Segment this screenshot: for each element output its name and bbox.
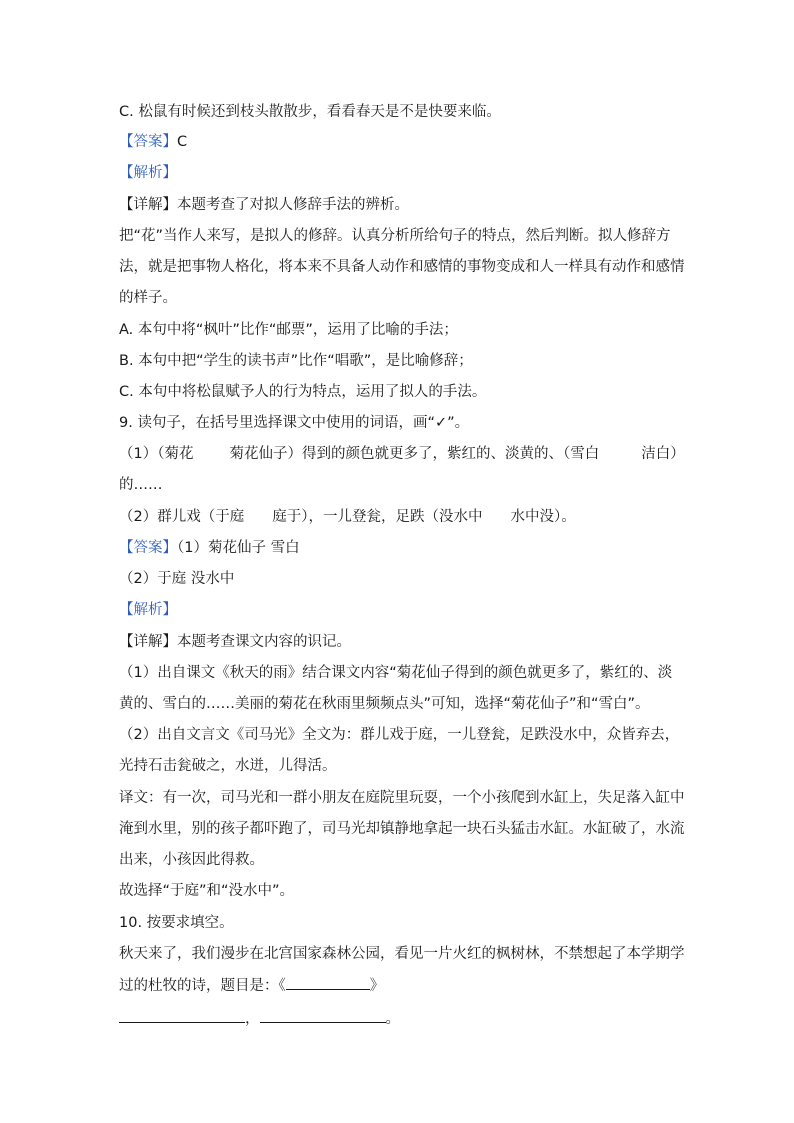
q9-1-text-a: （1）（菊花	[119, 446, 194, 462]
title-close-bracket: 》	[369, 978, 385, 994]
paragraph-line: 把“花”当作人来写，是拟人的修辞。认真分析所给句子的特点，然后判断。拟人修辞方	[119, 228, 671, 244]
detail-line-2: 【详解】本题考查课文内容的识记。	[119, 634, 351, 650]
analysis-tag-1: 【解析】	[119, 165, 177, 181]
poem-period: 。	[385, 1011, 400, 1027]
poem-blank-1[interactable]	[119, 1008, 245, 1023]
translation-line: 出来，小孩因此得救。	[119, 852, 264, 868]
answer-line-2-cont: （2）于庭 没水中	[119, 571, 235, 587]
option-c-explanation: C. 本句中将松鼠赋予人的行为特点，运用了拟人的手法。	[119, 384, 487, 400]
translation-line: 译文：有一次，司马光和一群小朋友在庭院里玩耍，一个小孩爬到水缸上，失足落入缸中	[119, 790, 685, 806]
question-9-part-1-cont: 的……	[119, 477, 163, 493]
answer-tag: 【答案】	[119, 540, 177, 556]
q9-2-text-a: （2）群儿戏（于庭	[119, 509, 245, 525]
answer-tag: 【答案】	[119, 134, 177, 150]
explanation-line: 光持石击瓮破之，水迸，儿得活。	[119, 758, 337, 774]
title-prompt: 过的杜牧的诗，题目是：《	[119, 978, 286, 994]
poem-comma: ，	[245, 1011, 260, 1027]
q9-2-text-b: 庭于），一儿登瓮，足跌（没水中	[272, 509, 483, 525]
option-c-line: C. 松鼠有时候还到枝头散散步，看看春天是不是快要来临。	[119, 104, 501, 120]
answer-line-2	[119, 538, 679, 558]
paragraph-line: 的样子。	[119, 290, 177, 306]
title-blank[interactable]	[286, 975, 370, 990]
q9-2-text-c: 水中没）。	[510, 509, 576, 525]
option-b-explanation: B. 本句中把“学生的读书声”比作“唱歌”，是比喻修辞；	[119, 353, 473, 369]
paragraph-line: 法，就是把事物人格化，将本来不具备人动作和感情的事物变成和人一样具有动作和感情	[119, 259, 685, 275]
question-10-text: 秋天来了，我们漫步在北宫国家森林公园，看见一片火红的枫树林，不禁想起了本学期学	[119, 946, 685, 962]
explanation-line: （2）出自文言文《司马光》全文为：群儿戏于庭，一儿登瓮，足跌没水中，众皆弃去，	[119, 727, 680, 743]
answer-value: （1）菊花仙子 雪白	[177, 540, 300, 556]
explanation-line: （1）出自课文《秋天的雨》结合课文内容“菊花仙子得到的颜色就更多了，紫红的、淡	[119, 665, 673, 681]
q9-1-text-c: 洁白）	[641, 446, 685, 462]
question-10-title-line	[119, 975, 679, 996]
question-9: 9. 读句子，在括号里选择课文中使用的词语，画“✓”。	[119, 415, 470, 431]
translation-line: 淹到水里，别的孩子都吓跑了，司马光却镇静地拿起一块石头猛击水缸。水缸破了，水流	[119, 821, 685, 837]
question-10: 10. 按要求填空。	[119, 915, 234, 931]
option-a-explanation: A. 本句中将“枫叶”比作“邮票”，运用了比喻的手法；	[119, 322, 458, 338]
conclusion-line: 故选择“于庭”和“没水中”。	[119, 883, 295, 899]
answer-value: C	[177, 134, 188, 150]
answer-line-1	[119, 132, 679, 152]
question-10-poem-line	[119, 1008, 679, 1029]
question-9-part-1	[119, 444, 685, 464]
q9-1-text-b: 菊花仙子）得到的颜色就更多了，紫红的、淡黄的、（雪白	[229, 446, 600, 462]
analysis-tag-2: 【解析】	[119, 602, 177, 618]
question-9-part-2	[119, 507, 679, 527]
explanation-line: 黄的、雪白的……美丽的菊花在秋雨里频频点头”可知，选择“菊花仙子”和“雪白”。	[119, 696, 650, 712]
detail-line-1: 【详解】本题考查了对拟人修辞手法的辨析。	[119, 197, 409, 213]
poem-blank-2[interactable]	[260, 1008, 386, 1023]
